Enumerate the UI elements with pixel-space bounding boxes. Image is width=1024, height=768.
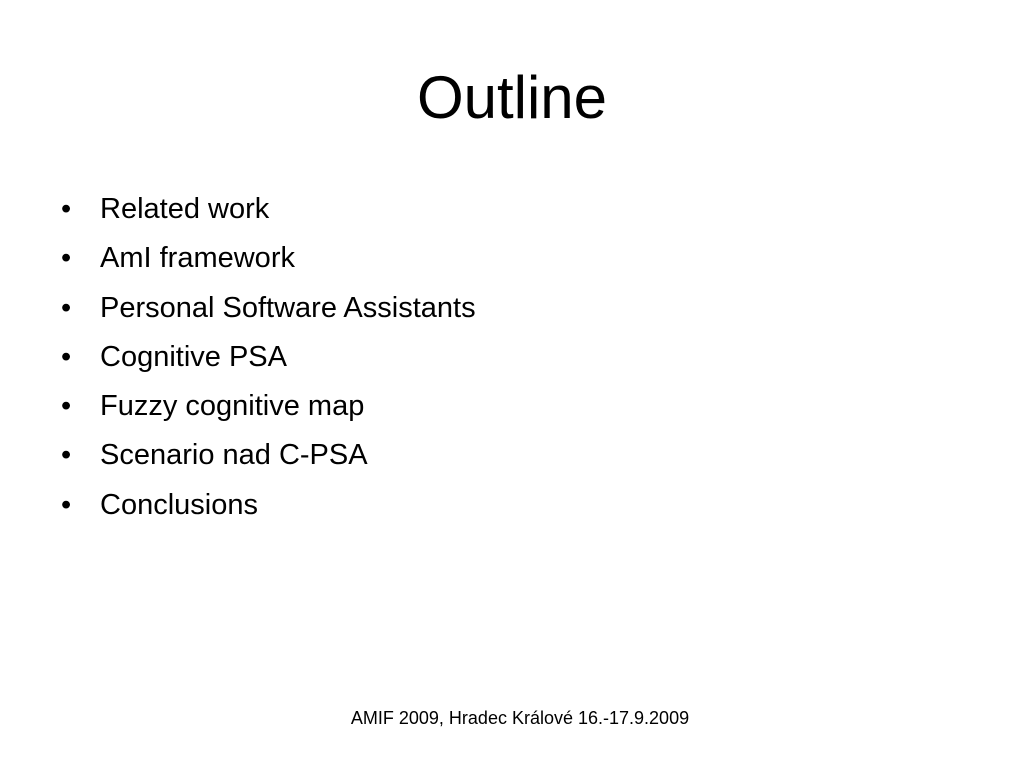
list-item (58, 284, 476, 333)
bullet-icon: • (61, 488, 72, 521)
list-item-text: Related work (100, 193, 270, 225)
list-item (58, 333, 476, 382)
list-item-text: Cognitive PSA (100, 340, 287, 373)
list-item (58, 431, 476, 480)
bullet-icon: • (61, 291, 72, 324)
slide-footer: AMIF 2009, Hradec Králové 16.-17.9.2009 (350, 708, 690, 728)
bullet-icon: • (61, 242, 72, 275)
list-item-text: Personal Software Assistants (100, 291, 476, 324)
list-item (58, 382, 476, 431)
list-item-text: Conclusions (100, 488, 258, 521)
list-item-text: Scenario nad C-PSA (100, 439, 368, 472)
list-item (58, 481, 476, 530)
list-item-text: Fuzzy cognitive map (100, 390, 365, 423)
bullet-icon: • (61, 390, 72, 423)
slide-title: Outline (416, 64, 608, 131)
list-item (58, 234, 476, 283)
bullet-icon: • (61, 340, 72, 373)
bullet-icon: • (61, 193, 72, 225)
list-item (58, 185, 476, 234)
list-item-text: AmI framework (100, 242, 295, 275)
bullet-icon: • (61, 439, 72, 472)
outline-list (58, 185, 476, 530)
